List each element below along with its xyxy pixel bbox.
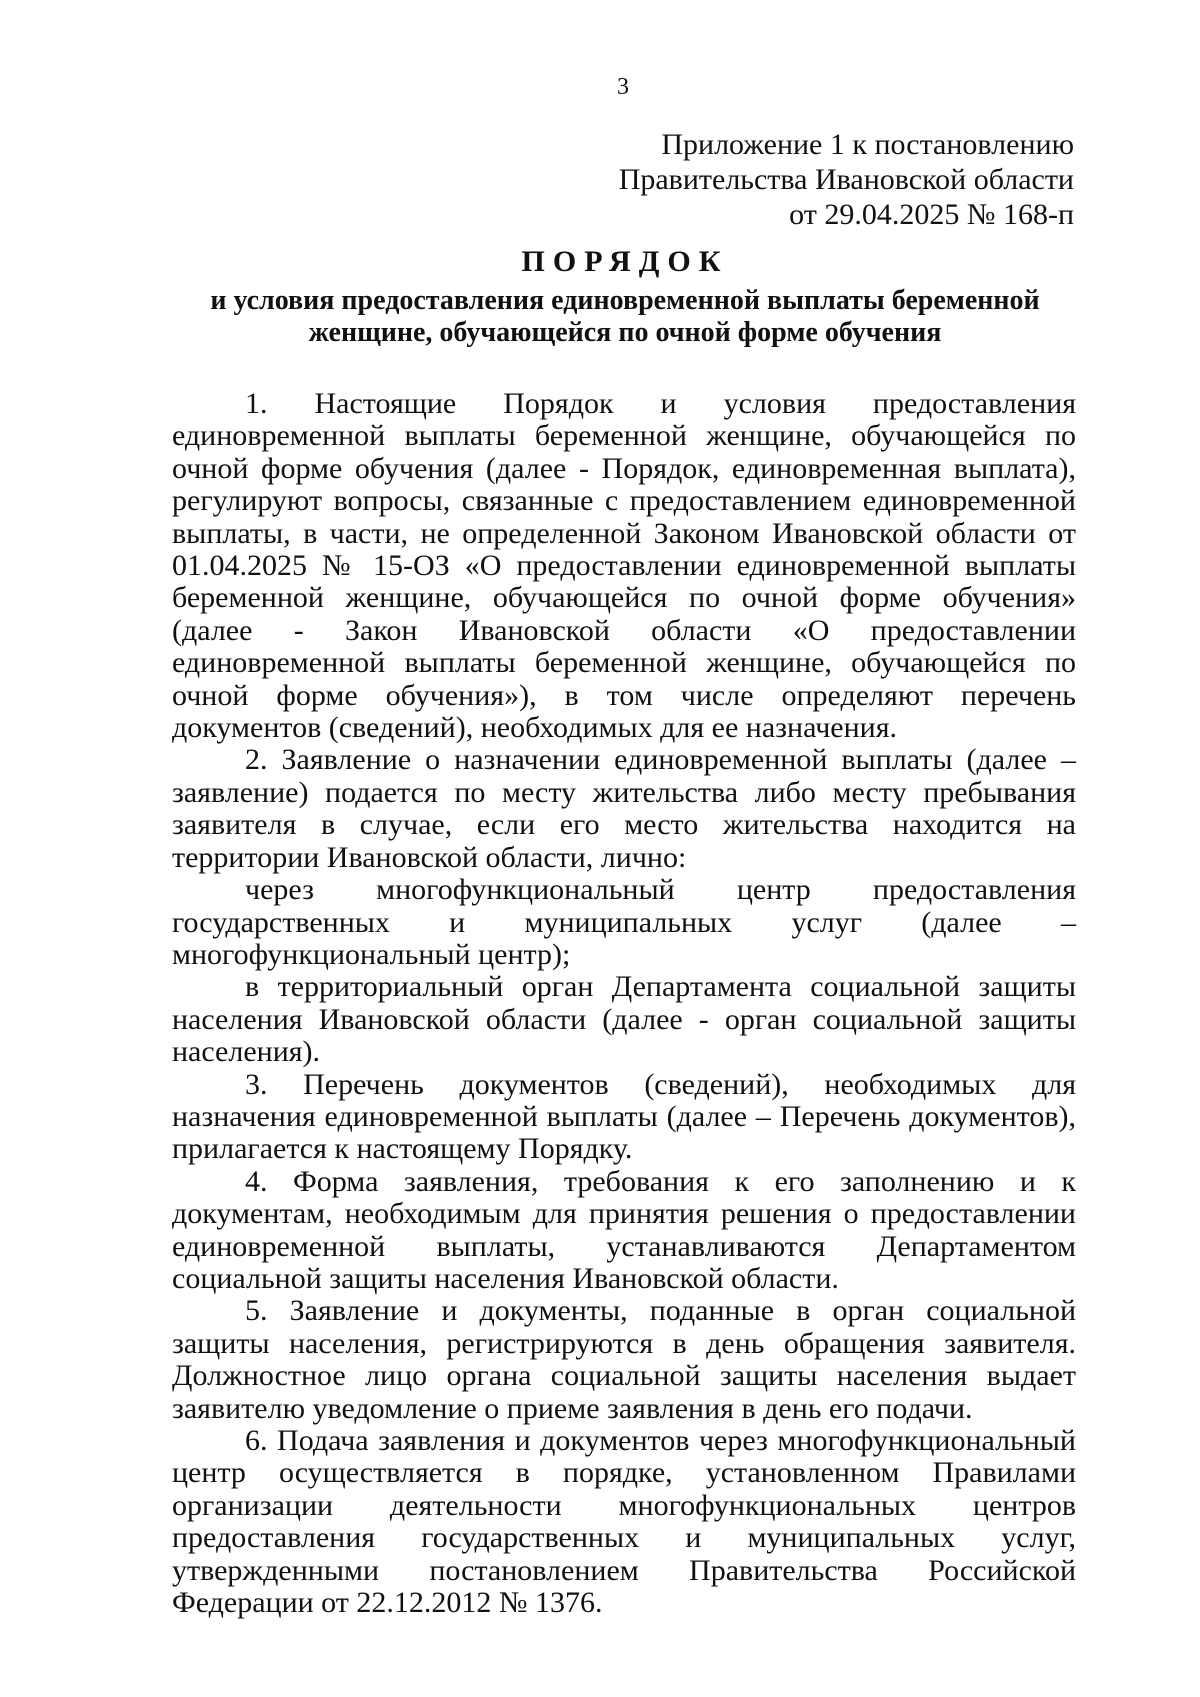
appendix-line: Правительства Ивановской области (618, 163, 1074, 196)
paragraph-6: 6. Подача заявления и документов через многофункциональный центр осуществляется в порядке, установленном Правилами организации деятельности многофункциональных центров предоставления государственных и муниципальных услуг, утвержденными постановлением Правительства Российской Федерации от 22.12.2012 № 1376. (172, 1424, 1076, 1620)
appendix-header (514, 127, 1074, 232)
paragraph-2-bullet-2: в территориальный орган Департамента социальной защиты населения Ивановской области (далее - орган социальной защиты населения). (172, 970, 1076, 1069)
appendix-date-line: от 29.04.2025 № 168-п (789, 198, 1074, 231)
paragraph-2-bullet-1: через многофункциональный центр предоставления государственных и муниципальных услуг (далее – многофункциональный центр); (172, 873, 1076, 971)
page-number: 3 (617, 74, 629, 100)
title-subtitle-line: женщине, обучающейся по очной форме обучения (308, 317, 942, 348)
document-body (172, 388, 1076, 1619)
title-subtitle-line: и условия предоставления единовременной выплаты беременной (210, 285, 1040, 316)
paragraph-2: 2. Заявление о назначении единовременной выплаты (далее – заявление) подается по месту жительства либо месту пребывания заявителя в случае, если его место жительства находится на территории Ивановской области, лично: (172, 743, 1076, 874)
paragraph-1: 1. Настоящие Порядок и условия предоставления единовременной выплаты беременной женщине, обучающейся по очной форме обучения (далее - Порядок, единовременная выплата), регулируют вопросы, связанные с предоставлением единовременной выплаты, в части, не определенной Законом Ивановской области от 01.04.2025 № 15-ОЗ «О предоставлении единовременной выплаты беременной женщине, обучающейся по очной форме обучения» (далее - Закон Ивановской области «О предоставлении единовременной выплаты беременной женщине, обучающейся по очной форме обучения»), в том числе определяют перечень документов (сведений), необходимых для ее назначения. (172, 387, 1076, 745)
appendix-line: Приложение 1 к постановлению (661, 128, 1074, 161)
title-main: ПОРЯДОК (521, 245, 729, 278)
paragraph-5: 5. Заявление и документы, поданные в орган социальной защиты населения, регистрируются в день обращения заявителя. Должностное лицо органа социальной защиты населения выдает заявителю уведомление о приеме заявления в день его подачи. (172, 1294, 1076, 1425)
title-subtitle (175, 285, 1075, 349)
paragraph-3: 3. Перечень документов (сведений), необходимых для назначения единовременной выплаты (далее – Перечень документов), прилагается к настоящему Порядку. (172, 1067, 1076, 1166)
document-title (175, 244, 1075, 349)
paragraph-4: 4. Форма заявления, требования к его заполнению и к документам, необходимым для принятия решения о предоставлении единовременной выплаты, устанавливаются Департаментом социальной защиты населения Ивановской области. (172, 1164, 1076, 1295)
